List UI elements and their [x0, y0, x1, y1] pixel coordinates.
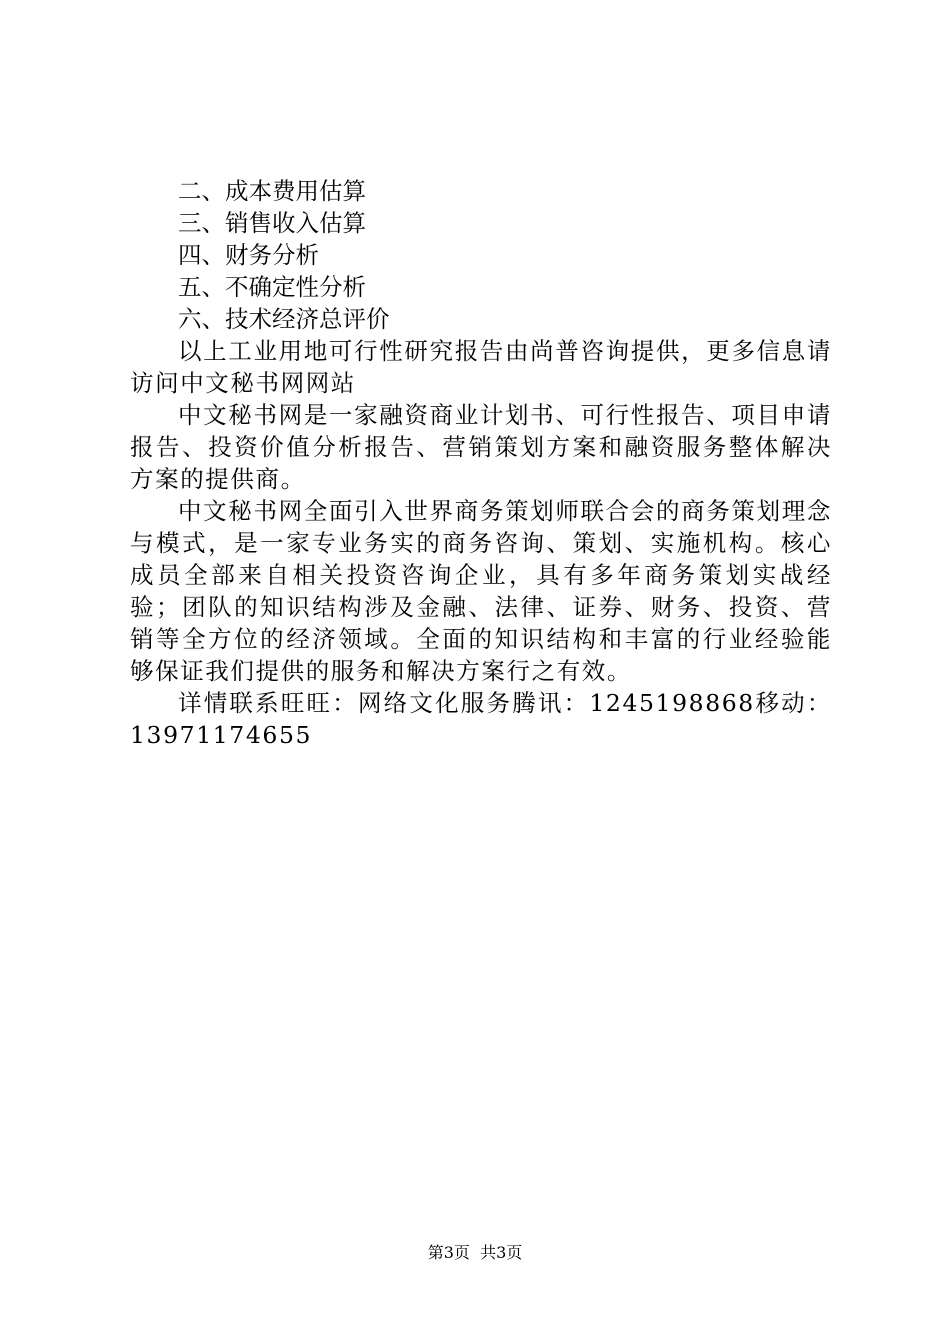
paragraph-contact-info: 详情联系旺旺：网络文化服务腾讯：1245198868移动：13971174655 — [130, 689, 832, 749]
paragraph-company-description: 中文秘书网全面引入世界商务策划师联合会的商务策划理念与模式，是一家专业务实的商务咨询、策划、实施机构。核心成员全部来自相关投资咨询企业，具有多年商务策划实战经验；团队的知识结构涉及金融、法律、证券、财务、投资、营销等全方位的经济领域。全面的知识结构和丰富的行业经验能够保证我们提供的服务和解决方案行之有效。 — [130, 497, 832, 685]
list-item: 六、技术经济总评价 — [178, 305, 390, 333]
paragraph-company-intro: 中文秘书网是一家融资商业计划书、可行性报告、项目申请报告、投资价值分析报告、营销策划方案和融资服务整体解决方案的提供商。 — [130, 401, 832, 493]
paragraph-source-note: 以上工业用地可行性研究报告由尚普咨询提供，更多信息请访问中文秘书网网站 — [130, 337, 832, 397]
page-number-label: 第3页 共3页 — [427, 1243, 523, 1262]
document-body — [130, 175, 832, 751]
page-footer — [0, 1242, 950, 1264]
list-item: 二、成本费用估算 — [178, 177, 366, 205]
list-item: 四、财务分析 — [178, 241, 319, 269]
list-item: 三、销售收入估算 — [178, 209, 366, 237]
list-item: 五、不确定性分析 — [178, 273, 366, 301]
